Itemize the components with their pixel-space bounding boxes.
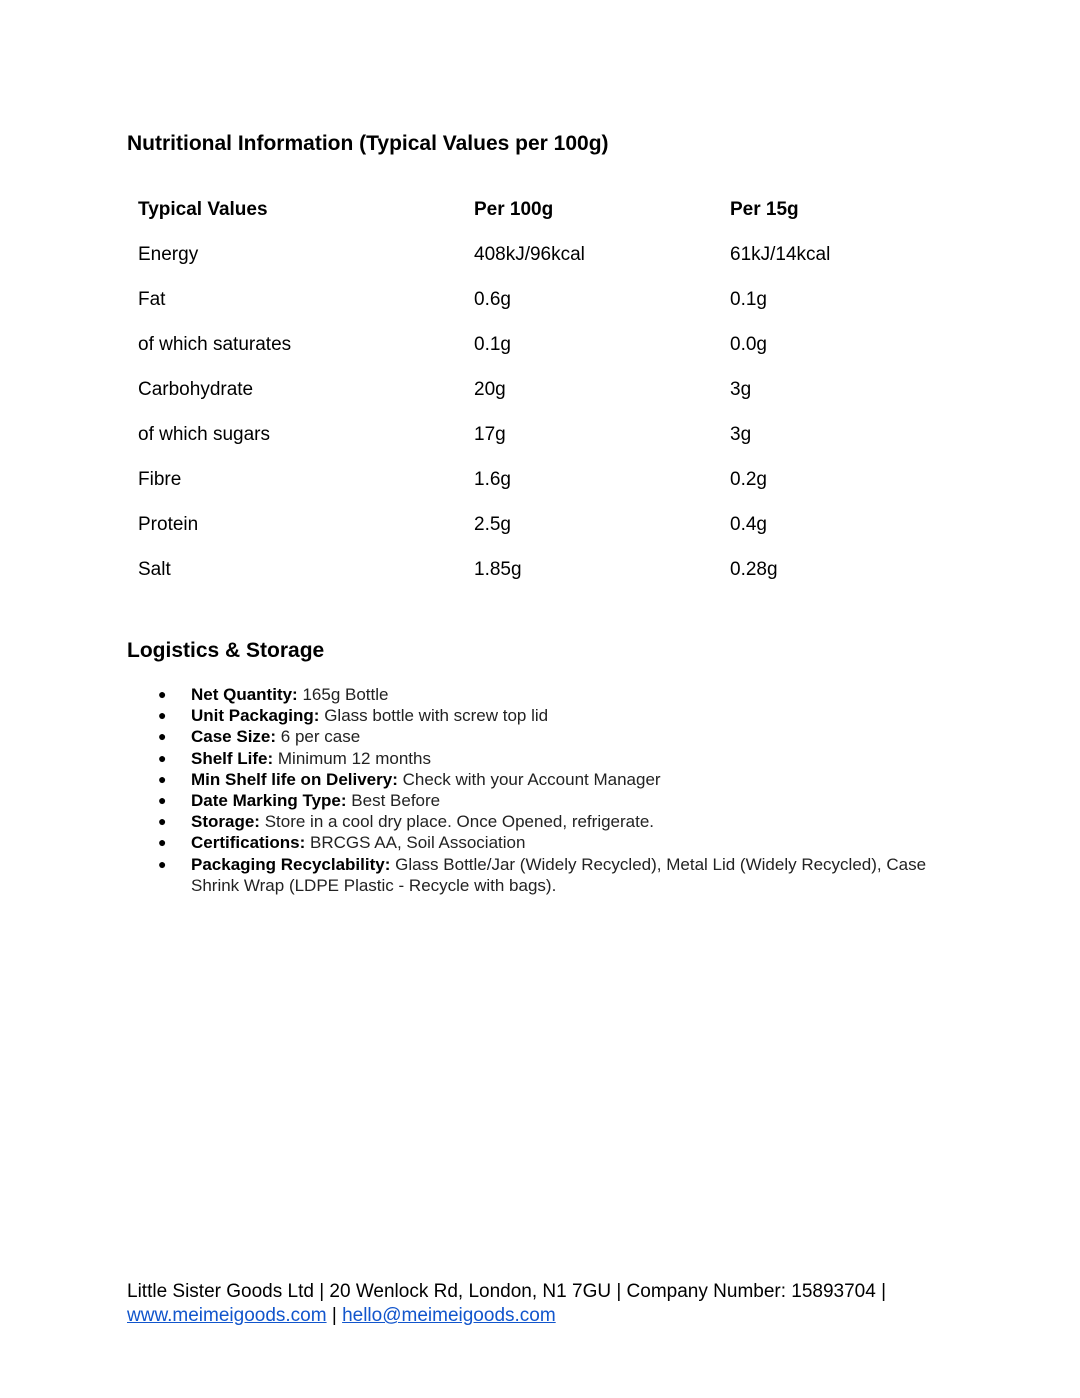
list-item bbox=[127, 705, 927, 726]
column-header: Typical Values bbox=[138, 198, 268, 220]
table-row bbox=[127, 232, 970, 277]
item-label: Certifications: bbox=[191, 833, 306, 853]
nutrient-name: of which sugars bbox=[138, 423, 271, 445]
item-value: Best Before bbox=[346, 791, 441, 811]
website-link[interactable]: www.meimeigoods.com bbox=[127, 1305, 327, 1326]
per-15g-value: 3g bbox=[730, 378, 752, 400]
list-item bbox=[127, 726, 927, 747]
bullet-icon: ● bbox=[158, 855, 167, 872]
per-100g-value: 1.6g bbox=[474, 468, 511, 490]
column-header: Per 15g bbox=[730, 198, 799, 220]
nutrient-name: Energy bbox=[138, 243, 199, 265]
item-value: Glass bottle with screw top lid bbox=[319, 706, 549, 726]
list-item bbox=[127, 684, 927, 705]
per-15g-value: 0.4g bbox=[730, 513, 767, 535]
per-15g-value: 0.0g bbox=[730, 333, 767, 355]
list-item bbox=[127, 769, 927, 790]
nutrient-name: Carbohydrate bbox=[138, 378, 254, 400]
footer-company-line: Little Sister Goods Ltd | 20 Wenlock Rd, London, N1 7GU | Company Number: 15893704 | bbox=[127, 1281, 887, 1302]
item-value: BRCGS AA, Soil Association bbox=[305, 833, 526, 853]
table-row bbox=[127, 502, 970, 547]
footer bbox=[127, 1280, 987, 1328]
nutrition-heading: Nutritional Information (Typical Values per 100g) bbox=[127, 132, 609, 155]
table-row bbox=[127, 547, 970, 592]
column-header: Per 100g bbox=[474, 198, 554, 220]
nutrient-name: Salt bbox=[138, 558, 171, 580]
nutrition-table bbox=[127, 187, 970, 592]
per-15g-value: 61kJ/14kcal bbox=[730, 243, 831, 265]
table-row bbox=[127, 277, 970, 322]
per-100g-value: 2.5g bbox=[474, 513, 511, 535]
per-15g-value: 0.28g bbox=[730, 558, 778, 580]
per-100g-value: 0.6g bbox=[474, 288, 511, 310]
item-label: Shelf Life: bbox=[191, 748, 274, 768]
bullet-icon: ● bbox=[158, 770, 167, 787]
list-item bbox=[127, 811, 927, 832]
list-item bbox=[127, 832, 927, 853]
bullet-icon: ● bbox=[158, 686, 167, 702]
per-100g-value: 408kJ/96kcal bbox=[474, 243, 585, 265]
table-header-row bbox=[127, 187, 970, 232]
per-100g-value: 20g bbox=[474, 378, 506, 400]
item-value: 165g Bottle bbox=[297, 685, 389, 704]
per-15g-value: 0.1g bbox=[730, 288, 767, 310]
item-value: Store in a cool dry place. Once Opened, refrigerate. bbox=[259, 812, 655, 832]
bullet-icon: ● bbox=[158, 792, 167, 809]
per-100g-value: 1.85g bbox=[474, 558, 522, 580]
item-label: Case Size: bbox=[191, 727, 277, 747]
table-row bbox=[127, 457, 970, 502]
item-value: Check with your Account Manager bbox=[397, 769, 661, 789]
table-row bbox=[127, 412, 970, 457]
bullet-icon: ● bbox=[158, 728, 167, 745]
item-value: Glass Bottle/Jar (Widely Recycled), Metal Lid (Widely Recycled), Case Shrink Wrap (LDPE Plastic - Recycle with bags). bbox=[191, 854, 927, 895]
item-label: Date Marking Type: bbox=[191, 791, 347, 811]
per-15g-value: 3g bbox=[730, 423, 752, 445]
nutrition-table-body bbox=[127, 232, 970, 592]
footer-separator: | bbox=[326, 1305, 343, 1326]
item-label: Min Shelf life on Delivery: bbox=[191, 769, 398, 789]
per-15g-value: 0.2g bbox=[730, 468, 767, 490]
logistics-list bbox=[127, 684, 927, 896]
logistics-heading: Logistics & Storage bbox=[127, 639, 325, 662]
nutrient-name: of which saturates bbox=[138, 333, 292, 355]
bullet-icon: ● bbox=[158, 707, 167, 724]
footer-links bbox=[127, 1304, 987, 1328]
list-item bbox=[127, 790, 927, 811]
bullet-icon: ● bbox=[158, 834, 167, 851]
item-label: Unit Packaging: bbox=[191, 706, 320, 726]
per-100g-value: 0.1g bbox=[474, 333, 511, 355]
list-item bbox=[127, 854, 927, 896]
table-row bbox=[127, 367, 970, 412]
item-value: Minimum 12 months bbox=[273, 748, 431, 768]
item-label: Packaging Recyclability: bbox=[191, 854, 391, 874]
nutrient-name: Fat bbox=[138, 288, 166, 310]
nutrient-name: Protein bbox=[138, 513, 199, 535]
bullet-icon: ● bbox=[158, 813, 167, 830]
per-100g-value: 17g bbox=[474, 423, 506, 445]
nutrient-name: Fibre bbox=[138, 468, 182, 490]
list-item bbox=[127, 748, 927, 769]
email-link[interactable]: hello@meimeigoods.com bbox=[342, 1305, 556, 1326]
bullet-icon: ● bbox=[158, 749, 167, 766]
item-value: 6 per case bbox=[276, 727, 361, 747]
item-label: Net Quantity: bbox=[191, 685, 298, 704]
table-row bbox=[127, 322, 970, 367]
item-label: Storage: bbox=[191, 812, 260, 832]
